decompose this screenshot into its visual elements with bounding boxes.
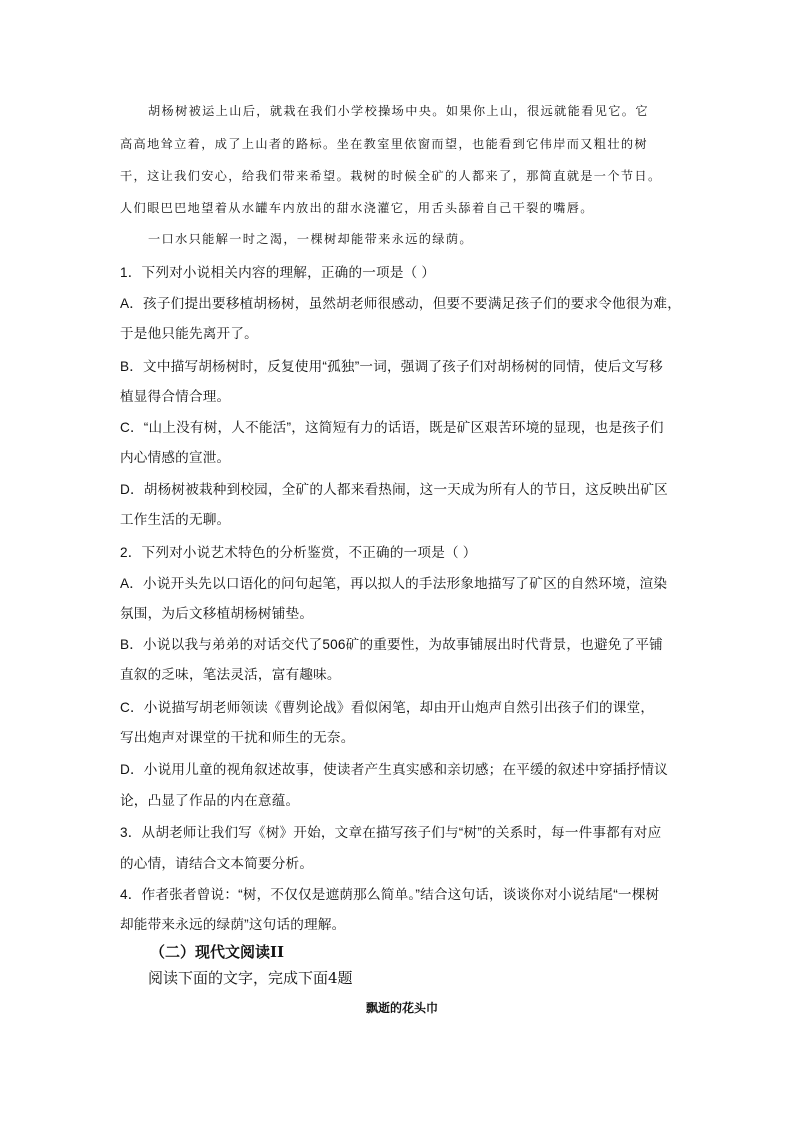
question-3-stem: 3．从胡老师让我们写《树》开始，文章在描写孩子们与“树”的关系时，每一件事都有对应 <box>120 825 662 840</box>
article-title: 飘逝的花头巾 <box>366 1001 439 1015</box>
q1-option-c-cont: 内心情感的宣泄。 <box>120 450 231 465</box>
question-1-stem: 1．下列对小说相关内容的理解，正确的一项是（ ） <box>120 265 436 280</box>
passage-line-4: 人们眼巴巴地望着从水罐车内放出的甜水浇灌它，用舌头舔着自己干裂的嘴唇。 <box>120 201 594 215</box>
q1-option-b: B．文中描写胡杨树时，反复使用“孤独”一词，强调了孩子们对胡杨树的同情，使后文写移 <box>120 359 663 374</box>
section-instruction: 阅读下面的文字，完成下面4题 <box>148 969 353 987</box>
question-2-stem: 2．下列对小说艺术特色的分析鉴赏，不正确的一项是（ ） <box>120 545 477 560</box>
q1-option-c: C．“山上没有树，人不能活”，这简短有力的话语，既是矿区艰苦环境的显现，也是孩子们 <box>120 420 664 435</box>
passage-line-2: 高高地耸立着，成了上山者的路标。坐在教室里依窗而望，也能看到它伟岸而又粗壮的树 <box>120 137 648 151</box>
q1-option-b-cont: 植显得合情合理。 <box>120 389 231 404</box>
q2-option-c-cont: 写出炮声对课堂的干扰和师生的无奈。 <box>120 730 355 745</box>
q2-option-b: B．小说以我与弟弟的对话交代了506矿的重要性，为故事铺展出时代背景，也避免了平铺 <box>120 637 663 652</box>
q1-option-d-cont: 工作生活的无聊。 <box>120 512 231 527</box>
passage-line-1: 胡杨树被运上山后，就栽在我们小学校操场中央。如果你上山，很远就能看见它。它 <box>148 104 649 118</box>
q1-option-a-cont: 于是他只能先离开了。 <box>120 326 258 341</box>
q2-option-d: D．小说用儿童的视角叙述故事，使读者产生真实感和亲切感；在平缓的叙述中穿插抒情议 <box>120 762 668 777</box>
question-4-stem-cont: 却能带来永远的绿荫”这句话的理解。 <box>120 917 346 932</box>
q2-option-a: A．小说开头先以口语化的问句起笔，再以拟人的手法形象地描写了矿区的自然环境，渲染 <box>120 576 668 591</box>
question-4-stem: 4．作者张者曾说：“树，不仅仅是遮荫那么简单。”结合这句话，谈谈你对小说结尾“一棵树 <box>120 887 660 902</box>
question-3-stem-cont: 的心情，请结合文本简要分析。 <box>120 856 314 871</box>
q1-option-a: A．孩子们提出要移植胡杨树，虽然胡老师很感动，但要不要满足孩子们的要求令他很为难， <box>120 296 682 311</box>
section-heading: （二）现代文阅读II <box>150 943 285 961</box>
q1-option-d: D．胡杨树被栽种到校园，全矿的人都来看热闹，这一天成为所有人的节日，这反映出矿区 <box>120 482 668 497</box>
q2-option-d-cont: 论，凸显了作品的内在意蕴。 <box>120 793 300 808</box>
q2-option-a-cont: 氛围，为后文移植胡杨树铺垫。 <box>120 606 314 621</box>
passage-closing-line: 一口水只能解一时之渴，一棵树却能带来永远的绿荫。 <box>148 232 473 246</box>
q2-option-b-cont: 直叙的乏味，笔法灵活，富有趣味。 <box>120 667 341 682</box>
passage-line-3: 干，这让我们安心，给我们带来希望。栽树的时候全矿的人都来了，那简直就是一个节日。 <box>120 169 662 183</box>
q2-option-c: C．小说描写胡老师领读《曹刿论战》看似闲笔，却由开山炮声自然引出孩子们的课堂， <box>120 700 655 715</box>
